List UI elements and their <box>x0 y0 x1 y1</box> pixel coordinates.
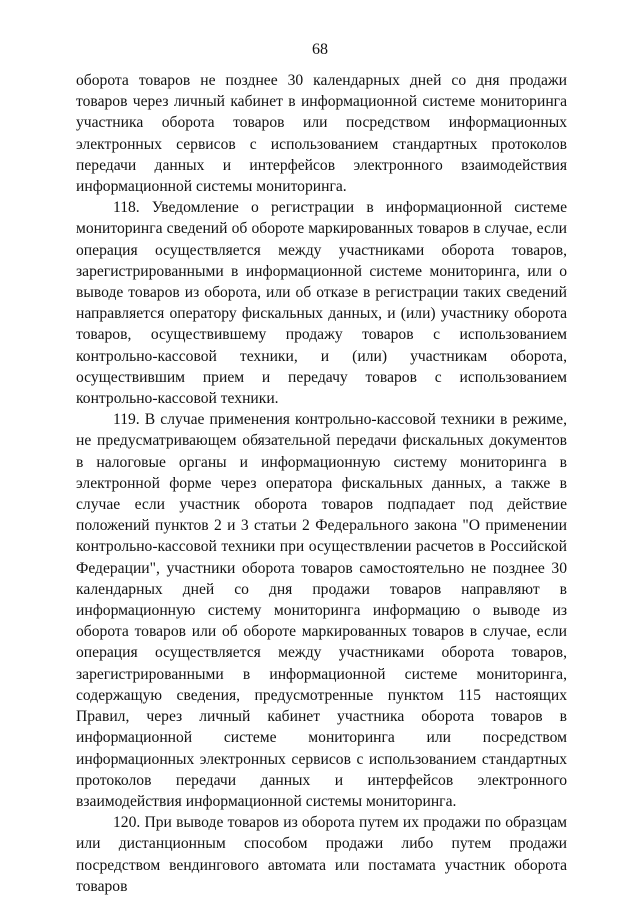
document-body <box>76 70 567 897</box>
page-number: 68 <box>312 41 328 58</box>
paragraph-119: 119. В случае применения контрольно-кассовой техники в режиме, не предусматривающем обязательной передачи фискальных документов в налоговые органы и информационную систему мониторинга в электронной форме через оператора фискальных данных, а также в случае если участник оборота товаров подпадает под действие положений пунктов 2 и 3 статьи 2 Федерального закона "О применении контрольно-кассовой техники при осуществлении расчетов в Российской Федерации", участники оборота товаров самостоятельно не позднее 30 календарных дней со дня продажи товаров направляют в информационную систему мониторинга информацию о выводе из оборота товаров или об обороте маркированных товаров в случае, если операция осуществляется между участниками оборота товаров, зарегистрированными в информационной системе мониторинга, содержащую сведения, предусмотренные пунктом 115 настоящих Правил, через личный кабинет участника оборота товаров в информационной системе мониторинга или посредством информационных электронных сервисов с использованием стандартных протоколов передачи данных и интерфейсов электронного взаимодействия информационной системы мониторинга. <box>76 411 567 810</box>
paragraph-120: 120. При выводе товаров из оборота путем их продажи по образцам или дистанционным способом продажи либо путем продажи посредством вендингового автомата или постамата участник оборота товаров <box>76 814 567 895</box>
paragraph-continuation: оборота товаров не позднее 30 календарных дней со дня продажи товаров через личный кабинет в информационной системе мониторинга участника оборота товаров или посредством информационных электронных сервисов с использованием стандартных протоколов передачи данных и интерфейсов электронного взаимодействия информационной системы мониторинга. <box>76 72 567 196</box>
paragraph-118: 118. Уведомление о регистрации в информационной системе мониторинга сведений об обороте маркированных товаров в случае, если операция осуществляется между участниками оборота товаров, зарегистрированными в информационной системе мониторинга, или о выводе товаров из оборота, или об отказе в регистрации таких сведений направляется оператору фискальных данных, и (или) участнику оборота товаров, осуществившему продажу товаров с использованием контрольно-кассовой техники, и (или) участникам оборота, осуществившим прием и передачу товаров с использованием контрольно-кассовой техники. <box>76 199 567 408</box>
